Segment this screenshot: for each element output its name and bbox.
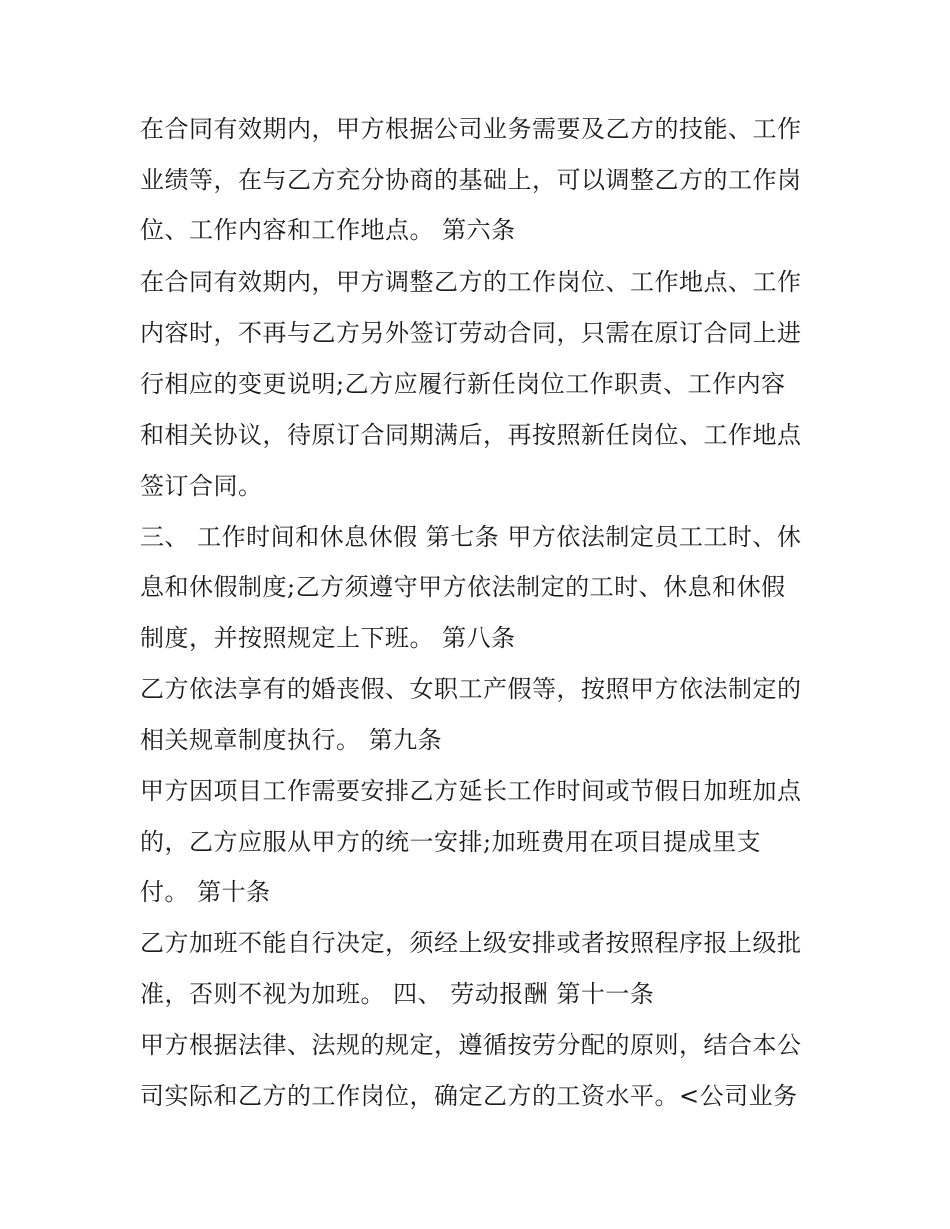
text-line: 行相应的变更说明;乙方应履行新任岗位工作职责、工作内容 [140,370,786,398]
text-line: 和相关协议，待原订合同期满后，再按照新任岗位、工作地点 [140,421,802,449]
text-line: 付。 第十条 [140,878,271,906]
text-line: 乙方依法享有的婚丧假、女职工产假等，按照甲方依法制定的 [140,675,802,703]
text-line: 三、 工作时间和休息休假 第七条 甲方依法制定员工工时、休 [140,523,802,551]
text-line: 的，乙方应服从甲方的统一安排;加班费用在项目提成里支 [140,828,762,856]
text-line: 内容时，不再与乙方另外签订劳动合同，只需在原订合同上进 [140,319,802,347]
text-line: 位、工作内容和工作地点。 第六条 [140,216,516,244]
text-line: 乙方加班不能自行决定，须经上级安排或者按照程序报上级批 [140,929,802,957]
text-line: 甲方根据法律、法规的规定，遵循按劳分配的原则，结合本公 [140,1031,802,1059]
text-line: 签订合同。 [140,472,263,500]
text-line: 制度，并按照规定上下班。 第八条 [140,624,516,652]
text-line: 甲方因项目工作需要安排乙方延长工作时间或节假日加班加点 [140,777,802,805]
text-line: 相关规章制度执行。 第九条 [140,726,443,754]
text-line: 司实际和乙方的工作岗位，确定乙方的工资水平。<公司业务 [140,1082,798,1110]
text-line: 准，否则不视为加班。 四、 劳动报酬 第十一条 [140,980,655,1008]
text-line: 业绩等，在与乙方充分协商的基础上，可以调整乙方的工作岗 [140,166,802,194]
text-line: 在合同有效期内，甲方根据公司业务需要及乙方的技能、工作 [140,115,802,143]
text-line: 在合同有效期内，甲方调整乙方的工作岗位、工作地点、工作 [140,268,802,296]
text-line: 息和休假制度;乙方须遵守甲方依法制定的工时、休息和休假 [140,573,786,601]
